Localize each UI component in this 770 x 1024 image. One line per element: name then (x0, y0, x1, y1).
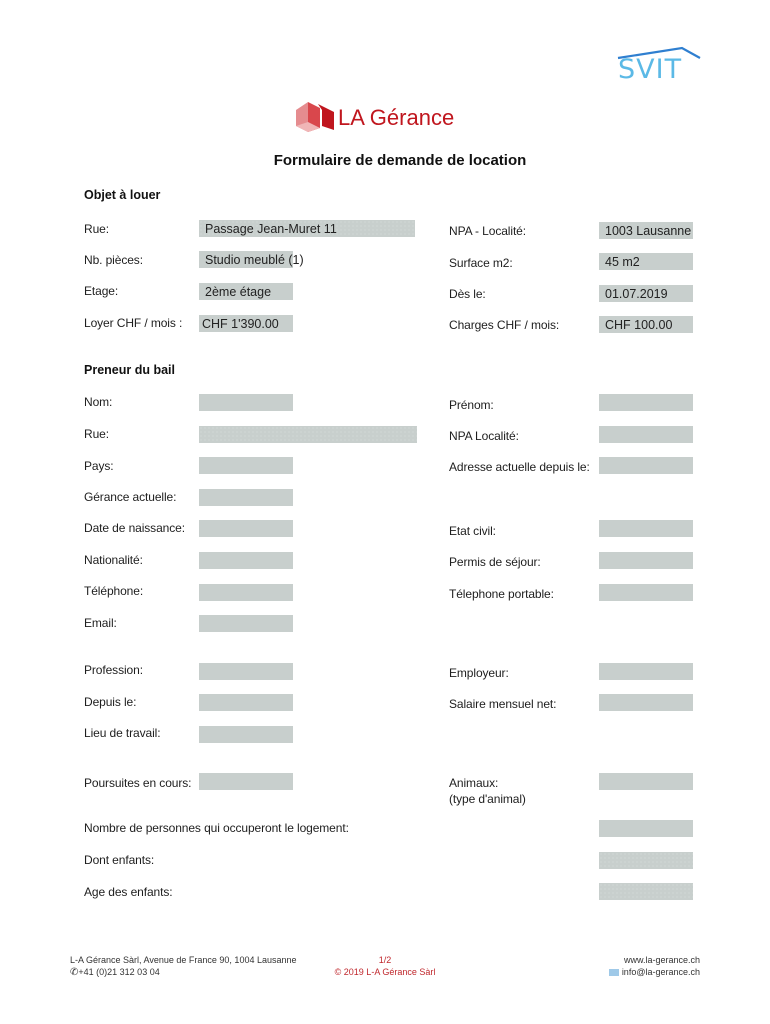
depuis-le-label: Depuis le: (84, 695, 137, 709)
permis-sejour-field[interactable] (599, 552, 693, 569)
telephone-field[interactable] (199, 584, 293, 601)
email-label: Email: (84, 616, 117, 630)
objet-npa-label: NPA - Localité: (449, 224, 526, 238)
lieu-travail-label: Lieu de travail: (84, 726, 161, 740)
footer-copyright: © 2019 L-A Gérance Sàrl (334, 967, 436, 977)
objet-pieces-label: Nb. pièces: (84, 253, 143, 267)
footer-page-number: 1/2 (378, 955, 392, 965)
nationalite-label: Nationalité: (84, 553, 143, 567)
objet-pieces-field[interactable]: Studio meublé (1) (199, 251, 293, 268)
rue-label: Rue: (84, 427, 109, 441)
nb-personnes-field[interactable] (599, 820, 693, 837)
objet-surface-field[interactable]: 45 m2 (599, 253, 693, 270)
etat-civil-field[interactable] (599, 520, 693, 537)
salaire-field[interactable] (599, 694, 693, 711)
form-title: Formulaire de demande de location (273, 152, 527, 169)
adresse-depuis-field[interactable] (599, 457, 693, 474)
section-objet-title: Objet à louer (84, 188, 161, 202)
npa-localite-label: NPA Localité: (449, 429, 519, 443)
objet-des-le-label: Dès le: (449, 287, 486, 301)
animaux-field[interactable] (599, 773, 693, 790)
footer-email[interactable] (609, 967, 700, 977)
objet-loyer-label: Loyer CHF / mois : (84, 316, 183, 330)
footer-website[interactable]: www.la-gerance.ch (623, 955, 700, 965)
date-naissance-field[interactable] (199, 520, 293, 537)
profession-label: Profession: (84, 663, 143, 677)
nationalite-field[interactable] (199, 552, 293, 569)
gerance-actuelle-field[interactable] (199, 489, 293, 506)
telephone-portable-field[interactable] (599, 584, 693, 601)
objet-etage-label: Etage: (84, 284, 119, 298)
dont-enfants-field[interactable] (599, 852, 693, 869)
age-enfants-label: Age des enfants: (84, 885, 173, 899)
footer-address: L-A Gérance Sàrl, Avenue de France 90, 1004 Lausanne (70, 955, 297, 965)
email-field[interactable] (199, 615, 293, 632)
permis-sejour-label: Permis de séjour: (449, 555, 541, 569)
svit-logo-text: SVIT (618, 54, 683, 85)
objet-charges-field[interactable]: CHF 100.00 (599, 316, 693, 333)
objet-etage-field[interactable]: 2ème étage (199, 283, 293, 300)
section-preneur-title: Preneur du bail (84, 363, 175, 377)
animaux-sublabel: (type d'animal) (449, 792, 526, 806)
telephone-portable-label: Télephone portable: (449, 587, 554, 601)
objet-rue-label: Rue: (84, 222, 109, 236)
footer-phone-number: +41 (0)21 312 03 04 (78, 967, 160, 977)
rue-field[interactable] (199, 426, 417, 443)
salaire-label: Salaire mensuel net: (449, 697, 557, 711)
animaux-label: Animaux: (449, 776, 499, 790)
objet-loyer-field[interactable]: CHF 1'390.00 (199, 315, 293, 332)
date-naissance-label: Date de naissance: (84, 521, 185, 535)
dont-enfants-label: Dont enfants: (84, 853, 155, 867)
poursuites-label: Poursuites en cours: (84, 776, 192, 790)
nb-personnes-label: Nombre de personnes qui occuperont le logement: (84, 821, 349, 835)
gerance-actuelle-label: Gérance actuelle: (84, 490, 177, 504)
npa-localite-field[interactable] (599, 426, 693, 443)
depuis-le-field[interactable] (199, 694, 293, 711)
profession-field[interactable] (199, 663, 293, 680)
objet-charges-label: Charges CHF / mois: (449, 318, 560, 332)
etat-civil-label: Etat civil: (449, 524, 496, 538)
pays-label: Pays: (84, 459, 114, 473)
lieu-travail-field[interactable] (199, 726, 293, 743)
phone-icon: ✆ (70, 967, 79, 978)
adresse-depuis-label: Adresse actuelle depuis le: (449, 460, 590, 474)
prenom-field[interactable] (599, 394, 693, 411)
employeur-label: Employeur: (449, 666, 509, 680)
objet-npa-field[interactable]: 1003 Lausanne (599, 222, 693, 239)
objet-des-le-field[interactable]: 01.07.2019 (599, 285, 693, 302)
nom-label: Nom: (84, 395, 113, 409)
svit-logo (612, 42, 704, 88)
envelope-icon (609, 969, 619, 976)
brand-logo-text: LA Gérance (338, 105, 455, 130)
prenom-label: Prénom: (449, 398, 494, 412)
footer-email-address: info@la-gerance.ch (621, 967, 700, 977)
nom-field[interactable] (199, 394, 293, 411)
objet-rue-field[interactable]: Passage Jean-Muret 11 (199, 220, 415, 237)
poursuites-field[interactable] (199, 773, 293, 790)
objet-surface-label: Surface m2: (449, 256, 513, 270)
telephone-label: Téléphone: (84, 584, 144, 598)
age-enfants-field[interactable] (599, 883, 693, 900)
brand-cube-icon (294, 100, 338, 138)
pays-field[interactable] (199, 457, 293, 474)
brand-logo (294, 100, 484, 138)
employeur-field[interactable] (599, 663, 693, 680)
